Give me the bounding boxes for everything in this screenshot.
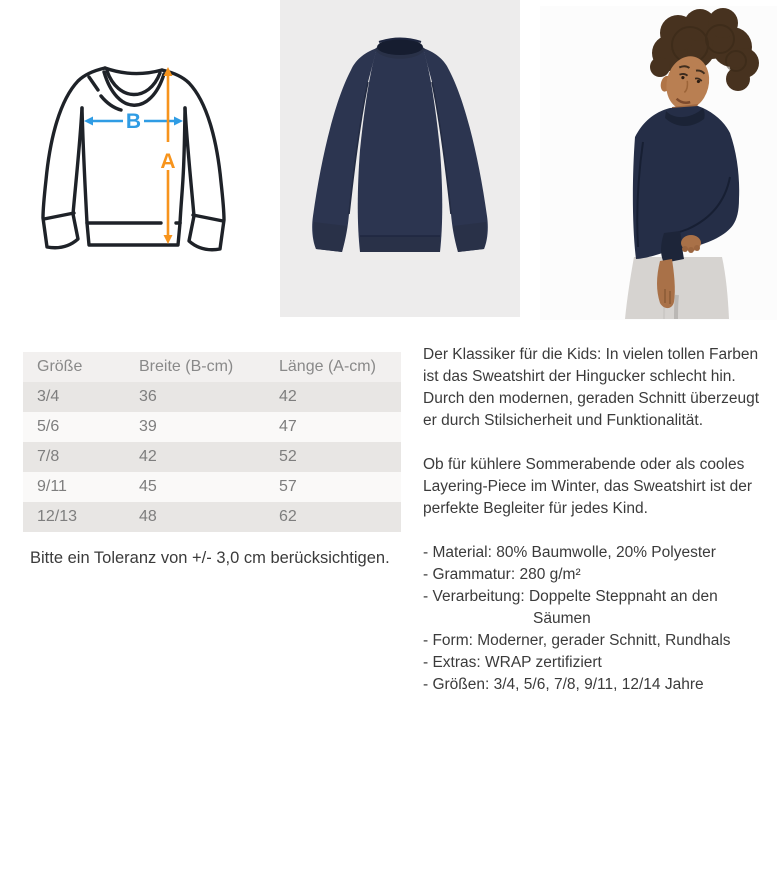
- feature-verarbeitung-wrap: Säumen: [533, 610, 591, 627]
- width-label: B: [125, 110, 142, 133]
- hand: [657, 259, 675, 308]
- table-row: 12/13 48 62: [23, 502, 401, 532]
- tolerance-note: Bitte ein Toleranz von +/- 3,0 cm berücksichtigen.: [30, 549, 390, 567]
- feature-extras: - Extras: WRAP zertifiziert: [423, 654, 602, 671]
- arrow-a-icon: [160, 67, 175, 244]
- product-description: [423, 344, 769, 696]
- length-label: A: [160, 150, 176, 173]
- table-row: 7/8 42 52: [23, 442, 401, 472]
- col-header-breite: Breite (B-cm): [139, 358, 234, 375]
- model-photo-image: [540, 6, 777, 320]
- size-table: [23, 352, 401, 532]
- sweatshirt-outline-drawing: [30, 46, 244, 264]
- model-photo: [540, 6, 777, 320]
- description-paragraph: Ob für kühlere Sommerabende oder als cooles Layering-Piece im Winter, das Sweatshirt ist der perfekte Begleiter für jedes Kind.: [423, 456, 753, 517]
- feature-material: - Material: 80% Baumwolle, 20% Polyester: [423, 544, 716, 561]
- measurement-diagram: [30, 46, 244, 264]
- size-table-header-row: [23, 352, 401, 382]
- col-header-groesse: Größe: [37, 358, 83, 375]
- table-row: 3/4 36 42: [23, 382, 401, 412]
- table-row: 5/6 39 47: [23, 412, 401, 442]
- flat-product-photo: [280, 0, 520, 317]
- feature-verarbeitung: - Verarbeitung: Doppelte Steppnaht an den: [423, 588, 718, 605]
- garment-outline: [43, 68, 224, 250]
- col-header-laenge: Länge (A-cm): [279, 358, 376, 375]
- description-paragraph: Der Klassiker für die Kids: In vielen tollen Farben ist das Sweatshirt der Hingucker schlecht hin. Durch den modernen, geraden Schnitt überzeugt er durch Stilsicherheit und Funktionalität.: [423, 346, 760, 429]
- feature-form: - Form: Moderner, gerader Schnitt, Rundhals: [423, 632, 731, 649]
- feature-list: [423, 542, 769, 696]
- feature-groessen: - Größen: 3/4, 5/6, 7/8, 9/11, 12/14 Jahre: [423, 676, 704, 693]
- feature-grammatur: - Grammatur: 280 g/m²: [423, 566, 581, 583]
- flat-sweatshirt-image: [280, 0, 520, 317]
- table-row: 9/11 45 57: [23, 472, 401, 502]
